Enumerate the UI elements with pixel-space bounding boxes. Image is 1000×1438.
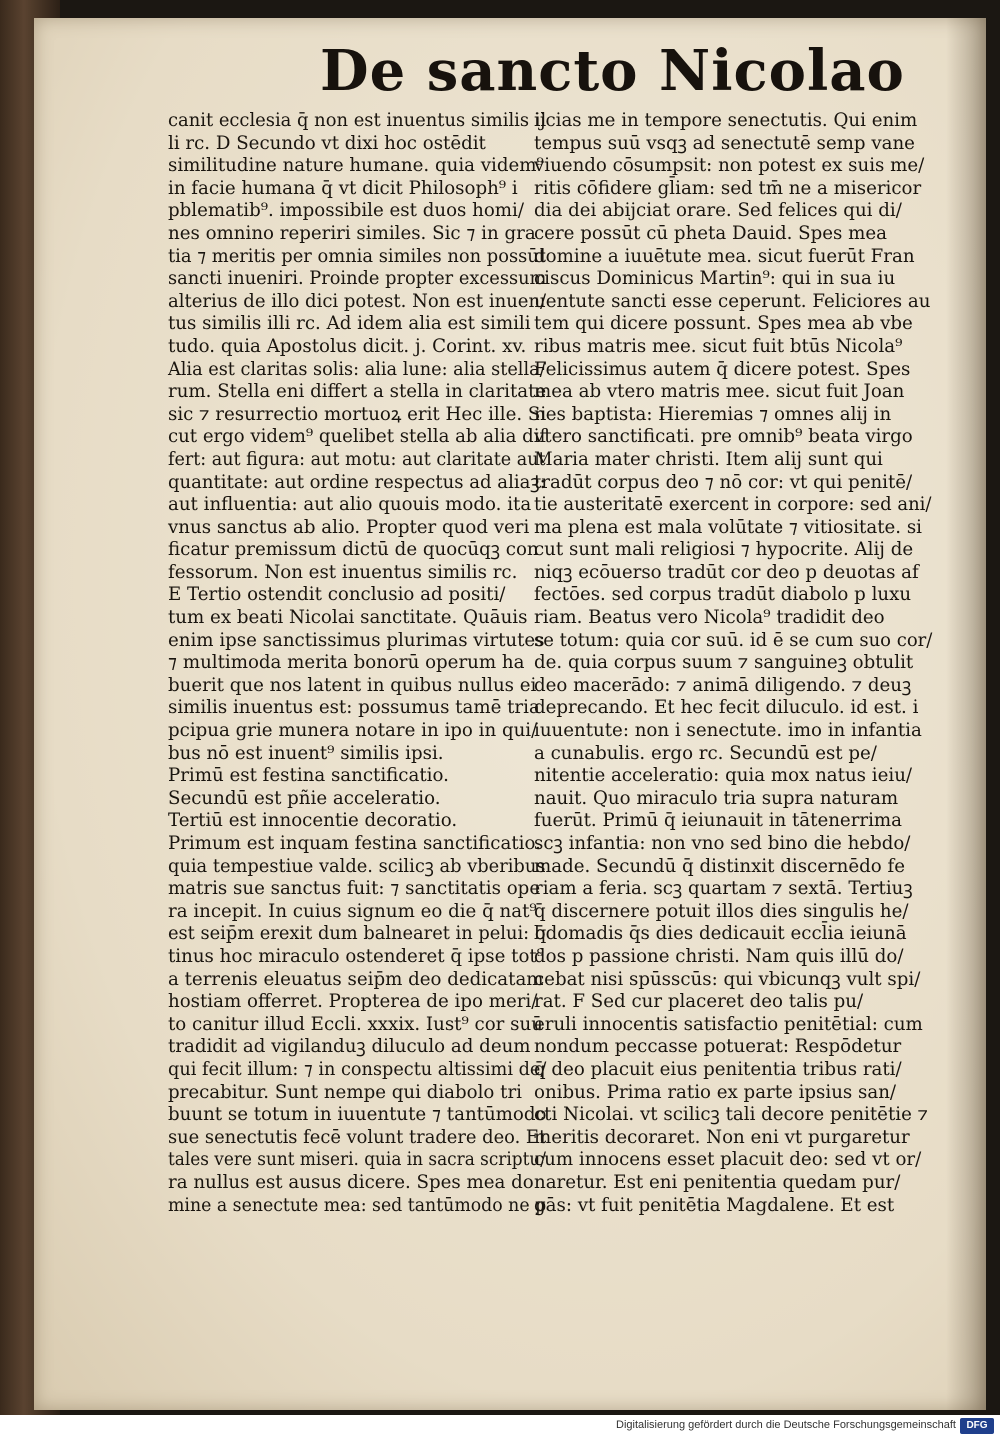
text-line: tum ex beati Nicolai sanctitate. Quāuis — [168, 607, 528, 629]
text-line: cut sunt mali religiosi ⁊ hypocrite. Alij de — [534, 539, 914, 561]
text-line: riam. Beatus vero Nicola⁹ tradidit deo — [534, 607, 885, 629]
text-line: uentute sancti esse ceperunt. Feliciores au — [534, 290, 931, 312]
text-line: onibus. Prima ratio ex parte ipsius san/ — [534, 1081, 897, 1103]
text-line: nes baptista: Hieremias ⁊ omnes alij in — [534, 403, 892, 425]
text-line: nes omnino reperiri similes. Sic ⁊ in gra — [168, 222, 536, 244]
text-line: dia dei abijciat orare. Sed felices qui di/ — [534, 200, 902, 222]
text-line: cti Nicolai. vt scilicꝫ tali decore penitētie ⁊ — [534, 1104, 929, 1126]
text-line: nitentie acceleratio: quia mox natus ieiu/ — [534, 765, 913, 787]
text-line: rat. F Sed cur placeret deo talis pu/ — [534, 991, 864, 1013]
text-line: pblematib⁹. impossibile est duos homi/ — [168, 200, 524, 222]
text-line: mea ab vtero matris mee. sicut fuit Joan — [534, 381, 905, 403]
text-line: to canitur illud Eccli. xxxix. Iust⁹ cor suū — [168, 1013, 543, 1035]
text-line: vtero sanctificati. pre omnib⁹ beata virgo — [534, 426, 913, 448]
text-line: fert: aut figura: aut motu: aut claritate aut — [168, 448, 546, 470]
text-line: made. Secundū q̄ distinxit discernēdo fe — [534, 855, 906, 877]
page-gutter-shadow — [946, 18, 986, 1410]
text-line: se totum: quia cor suū. id ē se cum suo cor/ — [534, 629, 933, 651]
text-line: cut ergo videm⁹ quelibet stella ab alia dif — [168, 426, 547, 448]
text-line: eruli innocentis satisfactio penitētial: cum — [534, 1013, 923, 1035]
text-line: pcipua grie munera notare in ipo in qui/ — [168, 720, 538, 742]
text-line: quantitate: aut ordine respectus ad aliaꝫ: — [168, 471, 546, 493]
text-line: tudo. quia Apostolus dicit. j. Corint. xv. — [168, 335, 527, 357]
text-line: est seip̄m erexit dum balnearet in pelui: q̄ — [168, 923, 547, 945]
text-line: nauit. Quo miraculo tria supra naturam — [534, 787, 899, 809]
text-line: tales vere sunt miseri. quia in sacra scriptu/ — [168, 1149, 546, 1171]
text-line: Maria mater christi. Item alij sunt qui — [534, 448, 883, 470]
text-line: cum innocens esset placuit deo: sed vt or/ — [534, 1149, 922, 1171]
footer-bar — [0, 1415, 1000, 1438]
text-line: scꝫ infantia: non vno sed bino die hebdo/ — [534, 833, 911, 854]
running-head: De sancto Nicolao — [320, 38, 905, 104]
text-line: iuuentute: non i senectute. imo in infantia — [534, 720, 922, 742]
text-line: ⁊ multimoda merita bonorū operum ha — [168, 652, 525, 674]
text-line: enim ipse sanctissimus plurimas virtutes — [168, 629, 545, 651]
text-line: a terrenis eleuatus seip̄m deo dedicatam — [168, 968, 544, 990]
text-line: tus similis illi rc. Ad idem alia est simili — [168, 313, 531, 335]
text-line: Felicissimus autem q̄ dicere potest. Spes — [534, 358, 911, 380]
text-line: Tertiū est innocentie decoratio. — [168, 810, 458, 832]
text-line: quia tempestiue valde. scilicꝫ ab vberibus — [168, 855, 546, 877]
text-line: tempus suū vsqꝫ ad senectutē semp vane — [534, 132, 915, 154]
text-line: bus nō est inuent⁹ similis ipsi. — [168, 742, 444, 764]
text-line: viuendo cōsumpsit: non potest ex suis me/ — [534, 155, 925, 177]
text-line: tie austeritatē exercent in corpore: sed ani/ — [534, 494, 932, 516]
text-line: ciscus Dominicus Martin⁹: qui in sua iu — [534, 268, 896, 290]
text-line: niqꝫ ecōuerso tradūt cor deo p deuotas af — [534, 561, 919, 583]
text-line: Primum est inquam festina sanctificatio. — [168, 833, 541, 854]
text-line: ra nullus est ausus dicere. Spes mea do — [168, 1171, 534, 1193]
text-line: fuerūt. Primū q̄ ieiunauit in tātenerrima — [534, 810, 902, 832]
text-line: similis inuentus est: possumus tamē tria — [168, 697, 540, 719]
text-line: gās: vt fuit penitētia Magdalene. Et est — [534, 1194, 895, 1216]
text-line: similitudine nature humane. quia videm⁹ — [168, 155, 544, 177]
text-line: dos p passione christi. Nam quis illū do/ — [534, 945, 904, 967]
text-line: cere possūt cū pheta Dauid. Spes mea — [534, 222, 887, 244]
text-line: E Tertio ostendit conclusio ad positi/ — [168, 584, 506, 606]
text-line: ma plena est mala volūtate ⁊ vitiositate. si — [534, 516, 922, 538]
text-line: deo macerādo: ⁊ animā diligendo. ⁊ deuꝫ — [534, 674, 912, 696]
text-line: sue senectutis fecē volunt tradere deo. Et — [168, 1126, 547, 1148]
text-line: mine a senectute mea: sed tantūmodo ne p — [168, 1194, 547, 1216]
text-line: de. quia corpus suum ⁊ sanguineꝫ obtulit — [534, 652, 914, 674]
text-line: deprecando. Et hec fecit diluculo. id est. i — [534, 697, 919, 719]
text-line: domine a iuuētute mea. sicut fuerūt Fran — [534, 245, 915, 267]
text-line: naretur. Est eni penitentia quedam pur/ — [534, 1171, 901, 1193]
text-line: sic ⁊ resurrectio mortuoꝝ erit Hec ille. Si — [168, 403, 547, 425]
text-line: tradūt corpus deo ⁊ nō cor: vt qui penitē/ — [534, 471, 913, 493]
text-line: tradidit ad vigilanduꝫ diluculo ad deum — [168, 1036, 531, 1058]
text-line: tem qui dicere possunt. Spes mea ab vbe — [534, 313, 913, 335]
right-text-column — [534, 110, 932, 1217]
text-line: tia ⁊ meritis per omnia similes non possūt — [168, 245, 546, 267]
text-line: buunt se totum in iuuentute ⁊ tantūmodo — [168, 1104, 547, 1126]
text-line: riam a feria. scꝫ quartam ⁊ sextā. Tertiuꝫ — [534, 878, 913, 900]
text-line: meritis decoraret. Non eni vt purgaretur — [534, 1126, 910, 1148]
text-line: canit ecclesia q̄ non est inuentus similis il — [168, 110, 547, 131]
text-line: rum. Stella eni differt a stella in claritate — [168, 381, 547, 403]
text-line: hostiam offerret. Propterea de ipo meri/ — [168, 991, 538, 1013]
text-line: ra incepit. In cuius signum eo die q̄ nat⁹ — [168, 900, 537, 922]
dfg-logo: DFG — [960, 1418, 994, 1434]
left-text-column — [168, 110, 546, 1217]
text-line: vnus sanctus ab alio. Propter quod veri — [168, 516, 530, 538]
text-line: a cunabulis. ergo rc. Secundū est pe/ — [534, 742, 877, 764]
funding-credit: Digitalisierung gefördert durch die Deutsche Forschungsgemeinschaft — [616, 1419, 956, 1431]
text-line: Secundū est pñie acceleratio. — [168, 787, 441, 809]
text-line: cebat nisi spūsscūs: qui vbicunqꝫ vult spi/ — [534, 968, 921, 990]
text-line: ficatur premissum dictū de quocūqꝫ con — [168, 539, 539, 561]
text-line: matris sue sanctus fuit: ⁊ sanctitatis ope — [168, 878, 541, 900]
text-line: precabitur. Sunt nempe qui diabolo tri — [168, 1081, 522, 1103]
text-line: fessorum. Non est inuentus similis rc. — [168, 561, 518, 583]
text-line: alterius de illo dici potest. Non est inuen/ — [168, 290, 547, 312]
text-line: ribus matris mee. sicut fuit btūs Nicola⁹ — [534, 335, 903, 357]
text-line: in facie humana q̄ vt dicit Philosoph⁹ i — [168, 177, 518, 199]
text-line: tinus hoc miraculo ostenderet q̄ ipse tot⁹ — [168, 945, 544, 967]
text-line: fectōes. sed corpus tradūt diabolo p luxu — [534, 584, 912, 606]
text-line: aut influentia: aut alio quouis modo. ita — [168, 494, 532, 516]
text-line: buerit que nos latent in quibus nullus ei — [168, 674, 537, 696]
text-line: ritis cōfidere gl̄iam: sed tm̄ ne a misericor — [534, 177, 922, 199]
text-line: Primū est festina sanctificatio. — [168, 765, 449, 787]
text-line: nondum peccasse potuerat: Respōdetur — [534, 1036, 902, 1058]
text-line: ijcias me in tempore senectutis. Qui enim — [534, 110, 918, 131]
text-line: bdomadis q̄s dies dedicauit eccl̄ia ieiunā — [534, 923, 907, 945]
text-line: li rc. D Secundo vt dixi hoc ostēdit — [168, 132, 486, 154]
text-line: qui fecit illum: ⁊ in conspectu altissimi de/ — [168, 1058, 547, 1080]
text-line: Alia est claritas solis: alia lune: alia stella/ — [168, 358, 546, 380]
text-line: q̄ discernere potuit illos dies singulis he/ — [534, 900, 909, 922]
text-line: q̄ deo placuit eius penitentia tribus rati/ — [534, 1058, 902, 1080]
text-line: sancti inueniri. Proinde propter excessum — [168, 268, 547, 290]
